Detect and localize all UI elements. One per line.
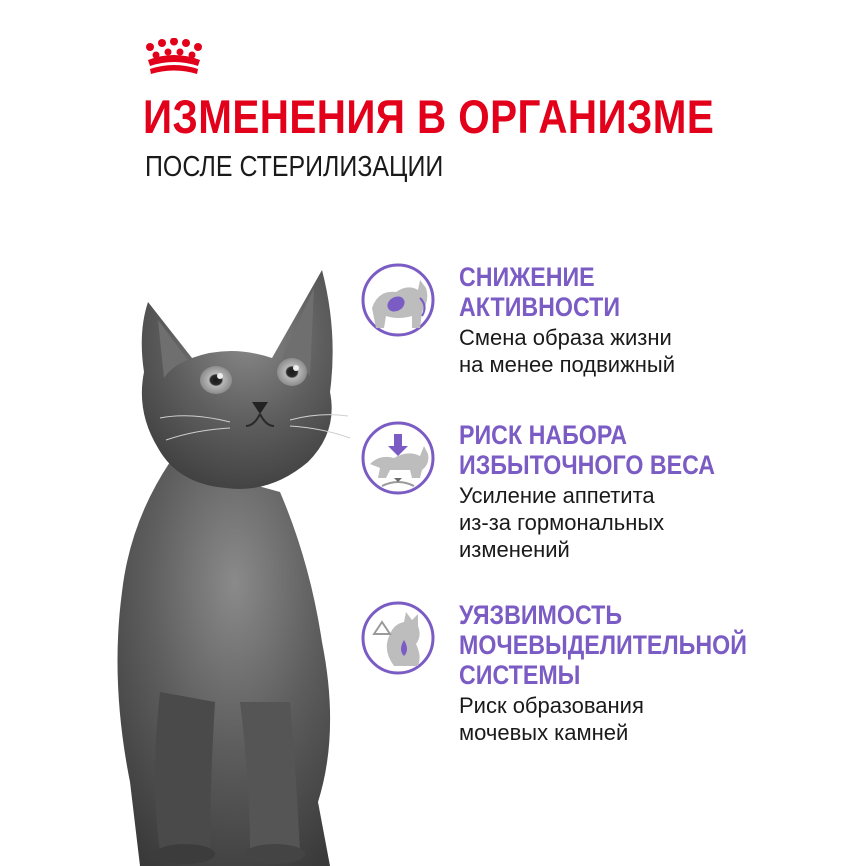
cat-photo: [100, 262, 370, 866]
page-subtitle: ПОСЛЕ СТЕРИЛИЗАЦИИ: [145, 151, 444, 183]
cat-urinary-icon: [360, 600, 436, 676]
feature-description: Смена образа жизни на менее подвижный: [459, 325, 676, 377]
feature-title: СНИЖЕНИЕ АКТИВНОСТИ: [459, 262, 621, 322]
feature-title: РИСК НАБОРА ИЗБЫТОЧНОГО ВЕСА: [459, 420, 716, 480]
cat-muscle-icon: [360, 262, 436, 338]
page-title: ИЗМЕНЕНИЯ В ОРГАНИЗМЕ: [143, 90, 715, 143]
feature-description: Риск образования мочевых камней: [459, 693, 644, 745]
crown-icon: [140, 38, 208, 78]
feature-title: УЯЗВИМОСТЬ МОЧЕВЫДЕЛИТЕЛЬНОЙ СИСТЕМЫ: [459, 600, 747, 690]
feature-description: Усиление аппетита из-за гормональных изменений: [459, 483, 665, 562]
cat-weight-icon: [360, 420, 436, 496]
